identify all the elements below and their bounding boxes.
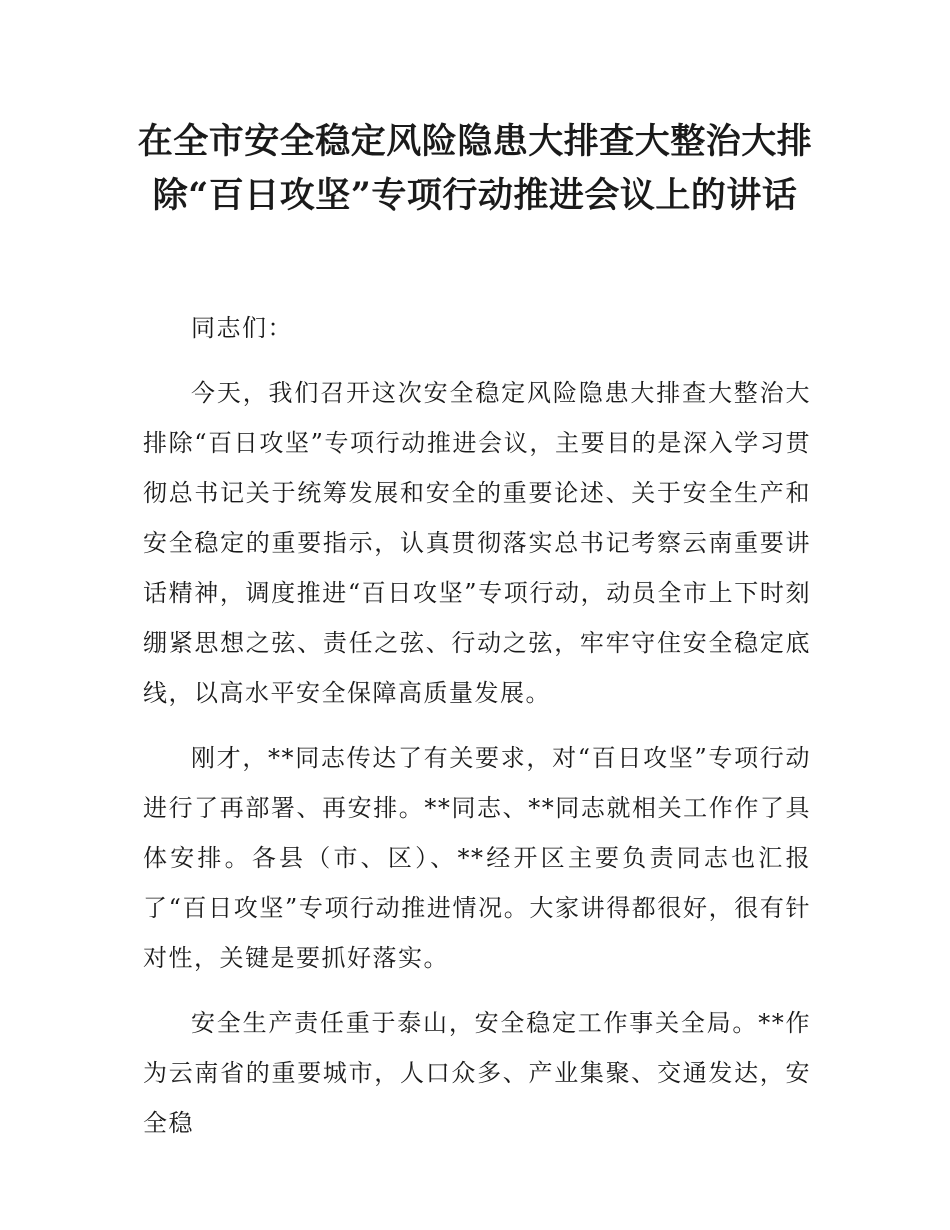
document-body: [143, 303, 811, 1163]
document-title: 在全市安全稳定风险隐患大排查大整治大排除“百日攻坚”专项行动推进会议上的讲话: [137, 121, 813, 216]
greeting: 同志们：: [191, 314, 293, 342]
paragraph-3: 安全生产责任重于泰山，安全稳定工作事关全局。**作为云南省的重要城市，人口众多、产业集聚、交通发达，安全稳: [143, 1009, 811, 1137]
paragraph-2: 刚才，**同志传达了有关要求，对“百日攻坚”专项行动进行了再部署、再安排。**同志、**同志就相关工作作了具体安排。各县（市、区）、**经开区主要负责同志也汇报了“百日攻坚”专项行动推进情况。大家讲得都很好，很有针对性，关键是要抓好落实。: [143, 744, 811, 972]
paragraph-1: 今天，我们召开这次安全稳定风险隐患大排查大整治大排除“百日攻坚”专项行动推进会议，主要目的是深入学习贯彻总书记关于统筹发展和安全的重要论述、关于安全生产和安全稳定的重要指示，认真贯彻落实总书记考察云南重要讲话精神，调度推进“百日攻坚”专项行动，动员全市上下时刻绷紧思想之弦、责任之弦、行动之弦，牢牢守住安全稳定底线，以高水平安全保障高质量发展。: [143, 379, 811, 707]
